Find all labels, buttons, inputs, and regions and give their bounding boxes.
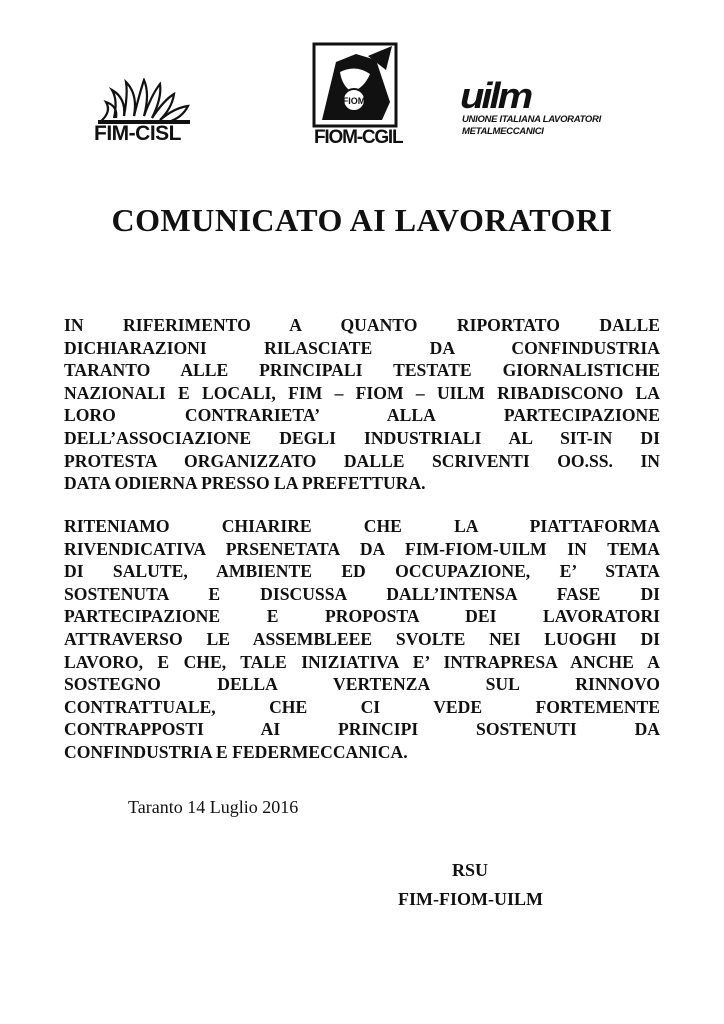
paragraph-1-line: TARANTO ALLE PRINCIPALI TESTATE GIORNALISTICHE [64,360,660,381]
paragraph-2-line: RITENIAMO CHIARIRE CHE LA PIATTAFORMA [64,516,660,536]
paragraph-2-line: ATTRAVERSO LE ASSEMBLEEE SVOLTE NEI LUOGHI DI [64,628,660,649]
paragraph-1-line: DELL’ASSOCIAZIONE DEGLI INDUSTRIALI AL SIT-IN DI [64,427,660,448]
paragraph-2-line: RIVENDICATIVA PRSENETATA DA FIM-FIOM-UILM IN TEMA [64,538,660,559]
uilm-logo-subtitle-line2: METALMECCANICI [462,126,544,137]
paragraph-2-line: LAVORO, E CHE, TALE INIZIATIVA E’ INTRAPRESA ANCHE A [64,651,660,672]
paragraph-1 [64,314,660,495]
paragraph-2-line: SOSTEGNO DELLA VERTENZA SUL RINNOVO [64,674,660,695]
fiom-emblem-icon [312,42,398,128]
paragraph-2 [64,515,660,764]
paragraph-1-line: LORO CONTRARIETA’ ALLA PARTECIPAZIONE [64,405,660,426]
paragraph-1-line: DICHIARAZIONI RILASCIATE DA CONFINDUSTRIA [64,337,660,358]
fiom-cgil-logo-text: FIOM-CGIL [314,127,403,148]
sunflower-icon [92,78,202,126]
paragraph-2-line: PARTECIPAZIONE E PROPOSTA DEI LAVORATORI [64,606,660,627]
svg-text:FIOM: FIOM [342,96,366,106]
paragraph-1-line: NAZIONALI E LOCALI, FIM – FIOM – UILM RIBADISCONO LA [64,382,660,403]
paragraph-2-line: CONTRATTUALE, CHE CI VEDE FORTEMENTE [64,696,660,717]
place-and-date: Taranto 14 Luglio 2016 [128,797,299,817]
paragraph-2-line: CONFINDUSTRIA E FEDERMECCANICA. [64,741,408,762]
fim-cisl-logo [92,78,202,148]
paragraph-1-line: PROTESTA ORGANIZZATO DALLE SCRIVENTI OO.SS. IN [64,450,660,471]
signature-block [398,856,543,914]
fiom-cgil-logo [312,42,402,152]
signature-rsu: RSU [452,860,489,880]
uilm-logo-wordmark: uilm [460,76,531,116]
signature-unions: FIM-FIOM-UILM [398,889,543,909]
paragraph-2-line: SOSTENUTA E DISCUSSA DALL’INTENSA FASE DI [64,583,660,604]
paragraph-2-line: CONTRAPPOSTI AI PRINCIPI SOSTENUTI DA [64,719,660,740]
paragraph-2-line: DI SALUTE, AMBIENTE ED OCCUPAZIONE, E’ STATA [64,561,660,582]
paragraph-1-line: DATA ODIERNA PRESSO LA PREFETTURA. [64,473,426,494]
document-title: COMUNICATO AI LAVORATORI [111,202,613,238]
uilm-logo-subtitle-line1: UNIONE ITALIANA LAVORATORI [462,114,601,125]
fim-cisl-logo-text: FIM-CISL [94,122,181,145]
paragraph-1-line: IN RIFERIMENTO A QUANTO RIPORTATO DALLE [64,315,660,335]
uilm-logo [460,78,630,158]
